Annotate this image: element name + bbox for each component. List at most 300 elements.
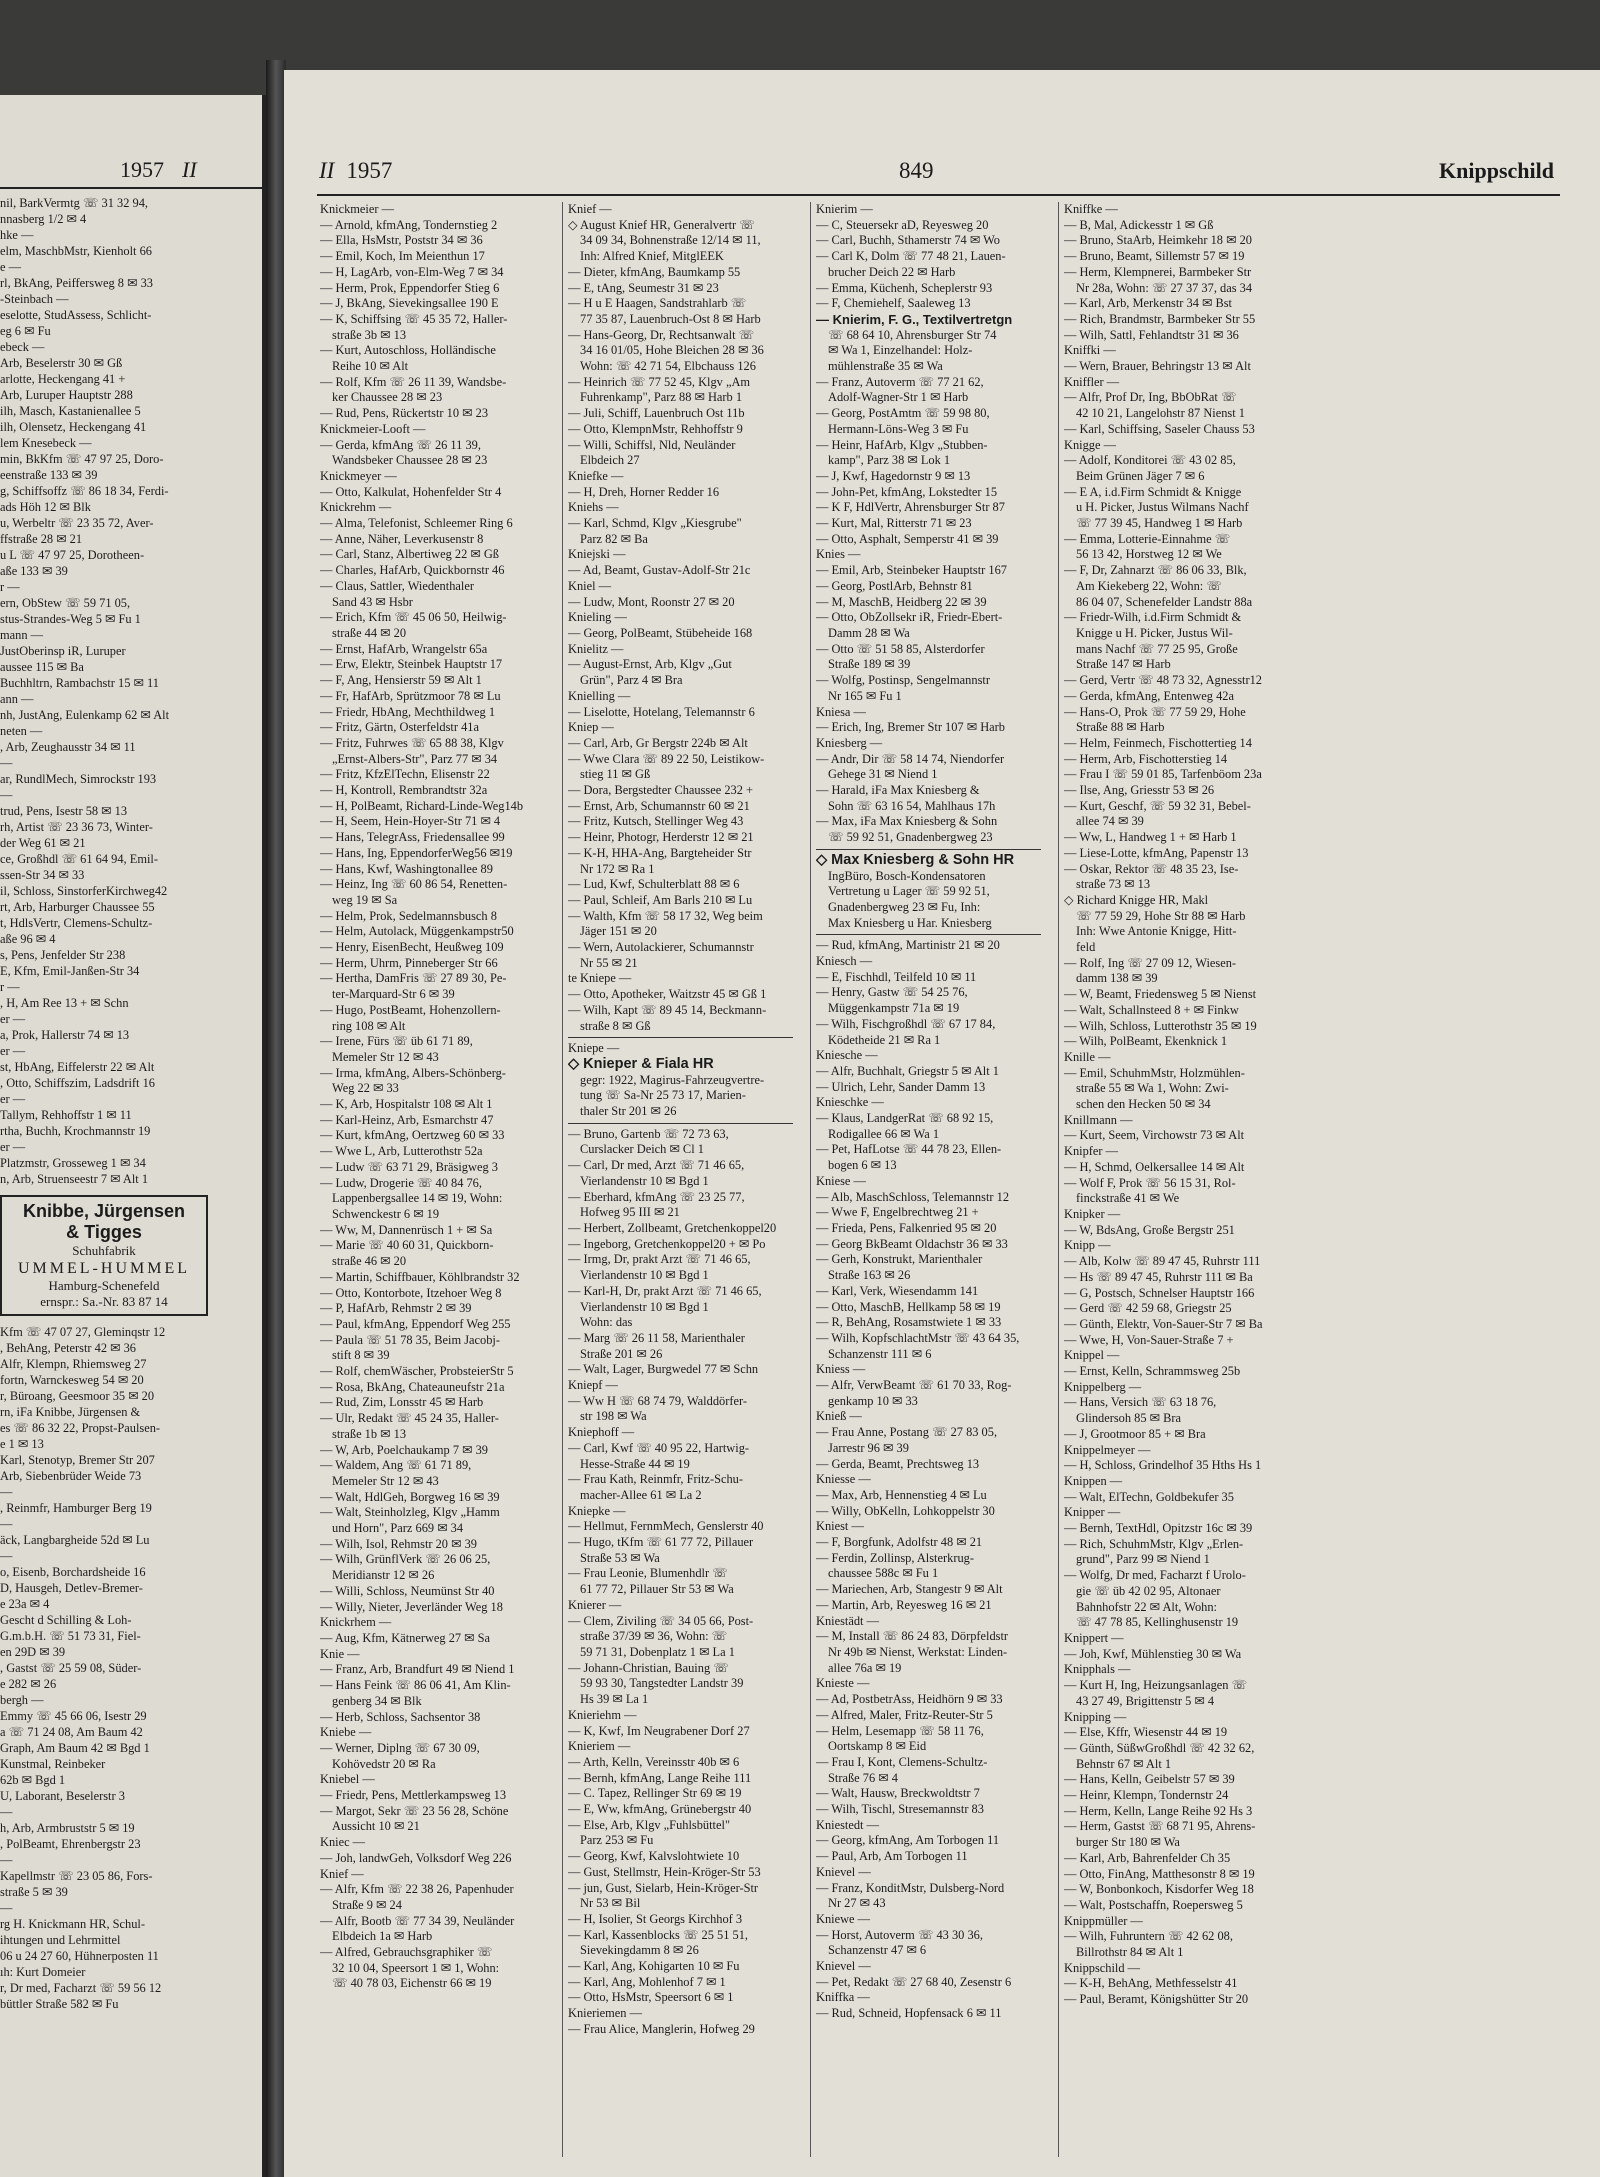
entry-continuation: bogen 6 ✉ 13 (828, 1158, 897, 1173)
entry-continuation: Sievekingdamm 8 ✉ 26 (580, 1943, 699, 1958)
directory-entry: — Fritz, Fuhrwes ☏ 65 88 38, Klgv (320, 735, 504, 750)
directory-entry: — Ella, HsMstr, Poststr 34 ✉ 36 (320, 233, 483, 248)
surname-heading: Knielitz — (568, 641, 624, 656)
directory-entry: — M, MaschB, Heidberg 22 ✉ 39 (816, 594, 987, 609)
left-page-line: e 23a ✉ 4 (0, 1597, 50, 1611)
surname-heading: Knierer — (568, 1597, 622, 1612)
directory-entry: — Heinz, Ing ☏ 60 86 54, Renetten- (320, 877, 508, 892)
entry-continuation: Jarrestr 96 ✉ 39 (828, 1440, 909, 1455)
entry-continuation: Nr 27 ✉ 43 (828, 1896, 886, 1911)
directory-entry: — Horst, Autoverm ☏ 43 30 36, (816, 1927, 983, 1942)
entry-continuation: Max Kniesberg u Har. Kniesberg (828, 915, 992, 930)
left-page-header (120, 157, 197, 183)
entry-continuation: Curslacker Deich ✉ Cl 1 (580, 1142, 704, 1157)
entry-continuation: Straße 163 ✉ 26 (828, 1268, 911, 1283)
surname-heading: Knie — (320, 1646, 360, 1661)
entry-continuation: allee 76a ✉ 19 (828, 1660, 902, 1675)
entry-continuation: 56 13 42, Horstweg 12 ✉ We (1076, 547, 1222, 562)
directory-entry: — F, Borgfunk, Adolfstr 48 ✉ 21 (816, 1535, 983, 1550)
directory-entry: — Kurt, Mal, Ritterstr 71 ✉ 23 (816, 516, 972, 531)
directory-entry: — Bernh, TextHdl, Opitzstr 16c ✉ 39 (1064, 1521, 1253, 1536)
directory-entry: — W, Bonbonkoch, Kisdorfer Weg 18 (1064, 1882, 1254, 1897)
directory-entry: — August-Ernst, Arb, Klgv „Gut (568, 657, 732, 672)
directory-entry: — Herm, Gastst ☏ 68 71 95, Ahrens- (1064, 1819, 1256, 1834)
directory-entry: — Frau I, Kont, Clemens-Schultz- (816, 1754, 988, 1769)
directory-entry: — Wilh, Schloss, Lutterothstr 35 ✉ 19 (1064, 1018, 1257, 1033)
entry-continuation: genberg 34 ✉ Blk (332, 1693, 422, 1708)
directory-entry: — Gerda, Beamt, Prechtsweg 13 (816, 1456, 980, 1471)
directory-entry: — Wilh, Tischl, Stresemannstr 83 (816, 1802, 984, 1817)
directory-entry: — Erw, Elektr, Steinbek Hauptstr 17 (320, 657, 503, 672)
directory-entry: — Marg ☏ 26 11 58, Marienthaler (568, 1330, 745, 1345)
surname-heading: Kniewe — (816, 1911, 871, 1926)
left-page-line: , H, Am Ree 13 + ✉ Schn (0, 996, 129, 1010)
directory-entry: — K F, HdlVertr, Ahrensburger Str 87 (816, 500, 1005, 515)
directory-entry: — Wwe Clara ☏ 89 22 50, Leistikow- (568, 751, 765, 766)
directory-entry: — F, Chemiehelf, Saaleweg 13 (816, 296, 971, 311)
directory-entry: — Fr, HafArb, Sprützmoor 78 ✉ Lu (320, 688, 501, 703)
entry-continuation: Elbdeich 27 (580, 453, 640, 468)
directory-entry: — Max, Arb, Hennenstieg 4 ✉ Lu (816, 1487, 987, 1502)
surname-heading: Knieschke — (816, 1095, 884, 1110)
left-page-line: — (0, 1517, 13, 1531)
directory-entry: — Wilh, Isol, Rehmstr 20 ✉ 39 (320, 1536, 477, 1551)
directory-entry: — K, Kwf, Im Neugrabener Dorf 27 (568, 1723, 750, 1738)
directory-entry: — Willy, ObKelln, Lohkoppelstr 30 (816, 1503, 995, 1518)
directory-entry: — Hugo, PostBeamt, Hohenzollern- (320, 1002, 501, 1017)
left-page-line: rtha, Buchh, Krochmannstr 19 (0, 1124, 151, 1138)
surname-heading: Kniec — (320, 1835, 366, 1850)
entry-continuation: straße 46 ✉ 20 (332, 1254, 407, 1269)
left-page-line: arlotte, Heckengang 41 + (0, 372, 126, 386)
left-page-line: er — (0, 1044, 26, 1058)
left-page-line: il, Schloss, SinstorferKirchweg42 (0, 884, 168, 898)
left-page-line: — (0, 1901, 13, 1915)
directory-entry: — Kurt, kfmAng, Oertzweg 60 ✉ 33 (320, 1128, 505, 1143)
entry-continuation: tung ☏ Sa-Nr 25 73 17, Marien- (580, 1088, 746, 1103)
surname-heading: Knippelmeyer — (1064, 1442, 1151, 1457)
directory-entry: — Henry, Gastw ☏ 54 25 76, (816, 985, 968, 1000)
directory-entry: — Hans Feink ☏ 86 06 41, Am Klin- (320, 1678, 511, 1693)
directory-entry: — F, Dr, Zahnarzt ☏ 86 06 33, Blk, (1064, 563, 1247, 578)
surname-heading: te Kniepe — (568, 971, 632, 986)
directory-entry: — H, LagArb, von-Elm-Weg 7 ✉ 34 (320, 264, 504, 279)
directory-entry: — Willy, Nieter, Jeverländer Weg 18 (320, 1599, 503, 1614)
left-page-line: g, Schiffsoffz ☏ 86 18 34, Ferdi- (0, 484, 169, 498)
surname-heading: Knievel — (816, 1959, 871, 1974)
directory-entry: — Alfr, VerwBeamt ☏ 61 70 33, Rog- (816, 1378, 1012, 1393)
entry-continuation: Sand 43 ✉ Hsbr (332, 594, 413, 609)
page-header (284, 158, 1600, 188)
left-page-line: straße 5 ✉ 39 (0, 1885, 68, 1899)
entry-continuation: gie ☏ üb 42 02 95, Altonaer (1076, 1583, 1221, 1598)
directory-entry: — Otto, Kalkulat, Hohenfelder Str 4 (320, 484, 502, 499)
directory-entry: — W, BdsAng, Große Bergstr 251 (1064, 1222, 1235, 1237)
directory-entry: — Hans-Georg, Dr, Rechtsanwalt ☏ (568, 327, 755, 342)
directory-entry: — Walt, Hausw, Breckwoldtstr 7 (816, 1786, 980, 1801)
surname-heading: Kniep — (568, 720, 614, 735)
directory-entry: — Frau Anne, Postang ☏ 27 83 05, (816, 1425, 998, 1440)
surname-heading: Kniehs — (568, 500, 619, 515)
directory-entry: — Erich, Ing, Bremer Str 107 ✉ Harb (816, 720, 1005, 735)
listing-rule (568, 1037, 793, 1038)
left-page-line: aße 96 ✉ 4 (0, 932, 56, 946)
directory-entry: — Paul, Beramt, Königshütter Str 20 (1064, 1992, 1249, 2007)
directory-entry: — Oskar, Rektor ☏ 48 35 23, Ise- (1064, 861, 1239, 876)
entry-continuation: kamp", Parz 38 ✉ Lok 1 (828, 453, 951, 468)
left-page-line: a, Prok, Hallerstr 74 ✉ 13 (0, 1028, 130, 1042)
entry-continuation: Oortskamp 8 ✉ Eid (828, 1739, 927, 1754)
entry-continuation: Nr 172 ✉ Ra 1 (580, 861, 655, 876)
directory-entry: — Hertha, DamFris ☏ 27 89 30, Pe- (320, 971, 507, 986)
entry-continuation: Inh: Wwe Antonie Knigge, Hitt- (1076, 924, 1237, 939)
directory-entry: — Georg BkBeamt Oldachstr 36 ✉ 33 (816, 1236, 1008, 1251)
left-page-line: ern, ObStew ☏ 59 71 05, (0, 596, 131, 610)
directory-entry: — Hans, Kelln, Geibelstr 57 ✉ 39 (1064, 1772, 1235, 1787)
directory-entry: — Otto, FinAng, Matthesonstr 8 ✉ 19 (1064, 1866, 1255, 1881)
directory-entry: — Paul, kfmAng, Eppendorf Weg 255 (320, 1316, 511, 1331)
directory-entry: — Marie ☏ 40 60 31, Quickborn- (320, 1238, 494, 1253)
entry-continuation: stieg 11 ✉ Gß (580, 767, 651, 782)
entry-continuation: 43 27 49, Brigittenstr 5 ✉ 4 (1076, 1693, 1215, 1708)
entry-continuation: straße 55 ✉ Wa 1, Wohn: Zwi- (1076, 1081, 1229, 1096)
directory-entry: — Herm, Uhrm, Pinneberger Str 66 (320, 955, 498, 970)
left-page-line: ffstraße 28 ✉ 21 (0, 532, 83, 546)
directory-entry: — Harald, iFa Max Kniesberg & (816, 783, 980, 798)
left-page-line: nnasberg 1/2 ✉ 4 (0, 212, 87, 226)
directory-entry: — Walt, Steinholzleg, Klgv „Hamm (320, 1505, 500, 1520)
entry-continuation: Ködetheide 21 ✉ Ra 1 (828, 1032, 941, 1047)
directory-entry: — K, Schiffsing ☏ 45 35 72, Haller- (320, 311, 508, 326)
entry-continuation: mühlenstraße 35 ✉ Wa (828, 359, 943, 374)
directory-entry: — Arnold, kfmAng, Tondernstieg 2 (320, 217, 498, 232)
surname-heading: Knippmüller — (1064, 1913, 1143, 1928)
left-page-line: rg H. Knickmann HR, Schul- (0, 1917, 146, 1931)
directory-columns (320, 202, 1560, 2162)
directory-entry: — Otto, KlempnMstr, Rehhoffstr 9 (568, 421, 743, 436)
directory-entry: — Kurt H, Ing, Heizungsanlagen ☏ (1064, 1678, 1248, 1693)
surname-heading: Kniebe — (320, 1725, 372, 1740)
entry-continuation: Sohn ☏ 63 16 54, Mahlhaus 17h (828, 798, 996, 813)
surname-heading: Knipker — (1064, 1207, 1121, 1221)
entry-continuation: burger Str 180 ✉ Wa (1076, 1835, 1180, 1850)
surname-heading: Knieriemen — (568, 2006, 642, 2021)
directory-entry: — Frieda, Pens, Falkenried 95 ✉ 20 (816, 1221, 997, 1235)
entry-continuation: straße 37/39 ✉ 36, Wohn: ☏ (580, 1629, 728, 1644)
left-page-line: er — (0, 1092, 26, 1106)
entry-continuation: Hesse-Straße 44 ✉ 19 (580, 1456, 690, 1471)
left-page-line: — (0, 1805, 13, 1819)
entry-continuation: 32 10 04, Speersort 1 ✉ 1, Wohn: (332, 1960, 500, 1975)
entry-continuation: grund", Parz 99 ✉ Niend 1 (1076, 1552, 1210, 1567)
surname-heading: Kniesche — (816, 1048, 878, 1063)
directory-entry: — Rud, Zim, Lonsstr 45 ✉ Harb (320, 1395, 484, 1410)
entry-continuation: Straße 53 ✉ Wa (580, 1550, 660, 1565)
directory-entry: — Wwe L, Arb, Lutterothstr 52a (320, 1144, 483, 1159)
surname-heading: Knierim — (816, 202, 873, 216)
directory-entry: — H, Schloss, Grindelhof 35 Hths Hs 1 (1064, 1458, 1262, 1473)
advertisement-box (0, 1195, 208, 1316)
entry-continuation: Reihe 10 ✉ Alt (332, 359, 409, 374)
directory-entry: — Ferdin, Zollinsp, Alsterkrug- (816, 1550, 974, 1565)
directory-entry: — Ernst, Arb, Schumannstr 60 ✉ 21 (568, 798, 750, 813)
left-page-line: bergh — (0, 1693, 44, 1707)
directory-entry: — Friedr, Pens, Mettlerkampsweg 13 (320, 1788, 507, 1803)
directory-entry: — Otto, Kontorbote, Itzehoer Weg 8 (320, 1285, 502, 1300)
entry-continuation: chaussee 588c ✉ Fu 1 (828, 1566, 939, 1581)
directory-entry: — Herm, Klempnerei, Barmbeker Str (1064, 264, 1252, 279)
left-page-line: u L ☏ 47 97 25, Dorotheen- (0, 548, 145, 562)
directory-entry: — Max, iFa Max Kniesberg & Sohn (816, 814, 998, 829)
left-page-line: G.m.b.H. ☏ 51 73 31, Fiel- (0, 1629, 141, 1643)
entry-continuation: Hs 39 ✉ La 1 (580, 1692, 649, 1707)
directory-entry: — Juli, Schiff, Lauenbruch Ost 11b (568, 406, 745, 421)
entry-continuation: Weg 22 ✉ 33 (332, 1081, 399, 1096)
directory-entry: — Emil, Koch, Im Meienthun 17 (320, 249, 485, 264)
directory-entry: — Franz, Arb, Brandfurt 49 ✉ Niend 1 (320, 1662, 515, 1677)
directory-entry: — Karl-H, Dr, prakt Arzt ☏ 71 46 65, (568, 1283, 762, 1298)
directory-entry: — Hugo, tKfm ☏ 61 77 72, Pillauer (568, 1535, 754, 1550)
left-page-line: r — (0, 980, 20, 994)
left-page-line: st, HbAng, Eiffelerstr 22 ✉ Alt (0, 1060, 155, 1074)
surname-heading: Kniesberg — (816, 735, 883, 750)
entry-continuation: Fuhrenkamp", Parz 88 ✉ Harb 1 (580, 390, 743, 405)
entry-continuation: Gnadenbergweg 23 ✉ Fu, Inh: (828, 899, 981, 914)
entry-continuation: gegr: 1922, Magirus-Fahrzeugvertre- (580, 1072, 765, 1087)
entry-continuation: straße 44 ✉ 20 (332, 625, 407, 640)
entry-continuation: und Horn", Parz 669 ✉ 34 (332, 1521, 464, 1536)
directory-entry: — Herb, Schloss, Sachsentor 38 (320, 1709, 481, 1724)
directory-entry: — Wilh, Fischgroßhdl ☏ 67 17 84, (816, 1016, 996, 1031)
ad-company-name-2: & Tigges (66, 1222, 142, 1242)
surname-heading: Knieß — (816, 1409, 862, 1424)
left-page-line: min, BkKfm ☏ 47 97 25, Doro- (0, 452, 164, 466)
surname-heading: Knief — (568, 202, 612, 216)
directory-entry: — Wwe, H, Von-Sauer-Straße 7 + (1064, 1332, 1234, 1347)
directory-entry: — Bruno, Gartenb ☏ 72 73 63, (568, 1126, 729, 1141)
left-page-line: -Steinbach — (0, 292, 69, 306)
ad-line-2: UMMEL-HUMMEL (18, 1260, 190, 1277)
directory-entry: — Ad, Beamt, Gustav-Adolf-Str 21c (568, 563, 751, 578)
left-page-line: 62b ✉ Bgd 1 (0, 1773, 66, 1787)
directory-entry: — Joh, landwGeh, Volksdorf Weg 226 (320, 1850, 512, 1865)
directory-entry: — Willi, Schloss, Neumünst Str 40 (320, 1583, 495, 1598)
directory-entry: — John-Pet, kfmAng, Lokstedter 15 (816, 484, 998, 499)
surname-heading: Knippert — (1064, 1630, 1124, 1645)
directory-entry: — Alma, Telefonist, Schleemer Ring 6 (320, 516, 513, 531)
directory-entry: — Alfred, Maler, Fritz-Reuter-Str 5 (816, 1707, 993, 1722)
directory-entry: — jun, Gust, Sielarb, Hein-Kröger-Str (568, 1880, 759, 1895)
entry-continuation: Adolf-Wagner-Str 1 ✉ Harb (828, 390, 969, 405)
left-page-line: Kapellmstr ☏ 23 05 86, Fors- (0, 1869, 153, 1883)
directory-entry: — Margot, Sekr ☏ 23 56 28, Schöne (320, 1803, 509, 1818)
directory-entry: — Fritz, Kutsch, Stellinger Weg 43 (568, 814, 744, 829)
entry-continuation: Straße 201 ✉ 26 (580, 1346, 663, 1361)
directory-entry: — Clem, Ziviling ☏ 34 05 66, Post- (568, 1613, 754, 1628)
surname-heading: Kniffki — (1064, 343, 1116, 358)
directory-entry: — Pet, Redakt ☏ 27 68 40, Zesenstr 6 (816, 1974, 1012, 1989)
directory-entry: — H, PolBeamt, Richard-Linde-Weg14b (320, 798, 524, 813)
left-page-line: er — (0, 1140, 26, 1154)
directory-entry: — Otto, Apotheker, Waitzstr 45 ✉ Gß 1 (568, 987, 767, 1002)
surname-heading: Kniestädt — (816, 1613, 879, 1628)
left-page-line: eselotte, StudAssess, Schlicht- (0, 308, 152, 322)
entry-continuation: ring 108 ✉ Alt (332, 1018, 406, 1033)
directory-entry: — Kurt, Geschf, ☏ 59 32 31, Bebel- (1064, 798, 1251, 813)
left-page-line: , PolBeamt, Ehrenbergstr 23 (0, 1837, 141, 1851)
directory-entry: — B, Mal, Adickesstr 1 ✉ Gß (1064, 217, 1214, 232)
directory-entry: — Alfr, Buchhalt, Griegstr 5 ✉ Alt 1 (816, 1063, 999, 1078)
directory-entry: — Georg, PolBeamt, Stübeheide 168 (568, 625, 753, 640)
directory-entry: — Erich, Kfm ☏ 45 06 50, Heilwig- (320, 610, 507, 625)
directory-entry: — Heinrich ☏ 77 52 45, Klgv „Am (568, 374, 751, 389)
directory-entry: — Irmg, Dr, prakt Arzt ☏ 71 46 65, (568, 1252, 751, 1267)
entry-continuation: Meridianstr 12 ✉ 26 (332, 1568, 435, 1583)
entry-continuation: Vierlandenstr 10 ✉ Bgd 1 (580, 1173, 709, 1188)
left-page-line: trud, Pens, Isestr 58 ✉ 13 (0, 804, 128, 818)
entry-continuation: Vertretung u Lager ☏ 59 92 51, (828, 884, 990, 899)
surname-heading: Knieste — (816, 1676, 870, 1691)
surname-heading: Kniesse — (816, 1472, 871, 1487)
listing-rule (816, 934, 1041, 935)
directory-entry-bold: — Knierim, F. G., Textilvertretgn (816, 311, 1013, 327)
surname-heading: Knippen — (1064, 1473, 1123, 1488)
directory-entry: — Rolf, chemWäscher, ProbsteierStr 5 (320, 1364, 514, 1379)
entry-continuation: IngBüro, Bosch-Kondensatoren (828, 868, 986, 883)
entry-continuation: Schwenckestr 6 ✉ 19 (332, 1207, 440, 1221)
directory-entry: — Bruno, StaArb, Heimkehr 18 ✉ 20 (1064, 233, 1252, 248)
left-page-line: nil, BarkVermtg ☏ 31 32 94, (0, 196, 148, 210)
left-page-entries-bottom (0, 1324, 258, 2012)
left-page-line: Tallym, Rehhoffstr 1 ✉ 11 (0, 1108, 132, 1122)
directory-entry: — Alfred, Gebrauchsgraphiker ☏ (320, 1945, 493, 1960)
left-page-line: rl, BkAng, Peiffersweg 8 ✉ 33 (0, 276, 153, 290)
left-page-line: u, Werbeltr ☏ 23 35 72, Aver- (0, 516, 154, 530)
directory-entry: — Walt, HdlGeh, Borgweg 16 ✉ 39 (320, 1489, 500, 1504)
left-page-line: , Gastst ☏ 25 59 08, Süder- (0, 1661, 142, 1675)
surname-heading: Kniejski — (568, 547, 626, 562)
surname-heading: Kniess — (816, 1362, 866, 1377)
directory-entry: — K, Arb, Hospitalstr 108 ✉ Alt 1 (320, 1097, 493, 1112)
entry-continuation: ☏ 68 64 10, Ahrensburger Str 74 (828, 327, 997, 342)
directory-entry: — Heinr, Photogr, Herderstr 12 ✉ 21 (568, 830, 754, 845)
left-page-column (0, 195, 258, 2012)
left-page-line: — (0, 1485, 13, 1499)
entry-continuation: Rodigallee 66 ✉ Wa 1 (828, 1126, 940, 1141)
entry-continuation: Glindersoh 85 ✉ Bra (1076, 1411, 1182, 1426)
surname-heading: Knickmeier-Looft — (320, 421, 426, 436)
directory-entry: — C. Tapez, Rellinger Str 69 ✉ 19 (568, 1786, 742, 1801)
entry-continuation: Damm 28 ✉ Wa (828, 625, 910, 640)
entry-continuation: Gehege 31 ✉ Niend 1 (828, 767, 938, 782)
left-page-line: , Arb, Zeughausstr 34 ✉ 11 (0, 740, 136, 754)
directory-entry: — Hans, Kwf, Washingtonallee 89 (320, 861, 493, 876)
directory-entry: — Wilh, Fuhruntern ☏ 42 62 08, (1064, 1929, 1233, 1944)
entry-continuation: Straße 76 ✉ 4 (828, 1770, 898, 1785)
directory-entry: — Ernst, Kelln, Schrammsweg 25b (1064, 1364, 1241, 1379)
surname-heading: Knievel — (816, 1864, 871, 1879)
entry-continuation: finckstraße 41 ✉ We (1076, 1191, 1180, 1206)
directory-column-1 (320, 202, 552, 1992)
directory-column-3 (816, 202, 1048, 2022)
directory-entry: — E, tAng, Seumestr 31 ✉ 23 (568, 280, 719, 295)
surname-heading: Kniffka — (816, 1990, 870, 2005)
entry-continuation: Kohövedstr 20 ✉ Ra (332, 1756, 436, 1771)
left-page-line: e 1 ✉ 13 (0, 1437, 44, 1451)
left-page-line: äck, Langbargheide 52d ✉ Lu (0, 1533, 150, 1547)
left-page-line: s, Pens, Jenfelder Str 238 (0, 948, 126, 962)
left-page-line: r, Büroang, Geesmoor 35 ✉ 20 (0, 1389, 155, 1403)
directory-entry: — Gerd, Vertr ☏ 48 73 32, Agnesstr12 (1064, 673, 1263, 688)
entry-continuation: feld (1076, 940, 1096, 955)
surname-heading: Knillmann — (1064, 1112, 1133, 1127)
left-page-line: — (0, 756, 13, 770)
directory-entry: — Martin, Schiffbauer, Köhlbrandstr 32 (320, 1269, 520, 1284)
directory-entry: — Hans, Versich ☏ 63 18 76, (1064, 1395, 1217, 1410)
entry-continuation: Elbdeich 1a ✉ Harb (332, 1929, 433, 1944)
directory-entry: — Carl, Stanz, Albertiweg 22 ✉ Gß (320, 547, 500, 562)
directory-entry: ◇ August Knief HR, Generalvertr ☏ (568, 217, 755, 232)
directory-entry: — Joh, Kwf, Mühlenstieg 30 ✉ Wa (1064, 1646, 1242, 1661)
ad-line-3: Hamburg-Schenefeld (48, 1278, 160, 1293)
entry-continuation: 59 71 31, Dobenplatz 1 ✉ La 1 (580, 1644, 735, 1659)
left-page-entries-top (0, 195, 258, 1187)
left-page-line: Buchhltrn, Rambachstr 15 ✉ 11 (0, 676, 159, 690)
directory-entry: — Karl, Verk, Wiesendamm 141 (816, 1283, 979, 1298)
entry-continuation: straße 3b ✉ 13 (332, 327, 407, 342)
entry-continuation: Wandsbeker Chaussee 28 ✉ 23 (332, 453, 488, 468)
directory-entry: — Walt, Lager, Burgwedel 77 ✉ Schn (568, 1362, 759, 1377)
entry-continuation: allee 74 ✉ 39 (1076, 814, 1144, 829)
entry-continuation: Vierlandenstr 10 ✉ Bgd 1 (580, 1299, 709, 1314)
entry-continuation: Bahnhofstr 22 ✉ Alt, Wohn: (1076, 1599, 1217, 1614)
surname-heading: Knippschild — (1064, 1960, 1141, 1975)
directory-entry: — Wern, Autolackierer, Schumannstr (568, 940, 754, 955)
directory-entry: — Ad, PostbetrAss, Heidhörn 9 ✉ 33 (816, 1692, 1003, 1707)
directory-entry: — Paula ☏ 51 78 35, Beim Jacobj- (320, 1332, 500, 1347)
directory-entry: — P, HafArb, Rehmstr 2 ✉ 39 (320, 1301, 472, 1316)
directory-entry: — J, Grootmoor 85 + ✉ Bra (1064, 1426, 1206, 1441)
directory-entry: — Andr, Dir ☏ 58 14 74, Niendorfer (816, 751, 1005, 766)
left-page-year: 1957 (120, 157, 164, 182)
directory-entry: — Helm, Lesemapp ☏ 58 11 76, (816, 1723, 984, 1738)
entry-continuation: weg 19 ✉ Sa (332, 892, 398, 907)
directory-entry: — Fritz, KfzElTechn, Elisenstr 22 (320, 767, 490, 782)
directory-entry: — Rud, kfmAng, Martinistr 21 ✉ 20 (816, 938, 1000, 953)
entry-continuation: ☏ 77 39 45, Handweg 1 ✉ Harb (1076, 516, 1243, 531)
directory-entry: — Karl, Arb, Bahrenfelder Ch 35 (1064, 1850, 1231, 1865)
left-page-line: rt, Arb, Harburger Chaussee 55 (0, 900, 155, 914)
directory-column-4 (1064, 202, 1296, 2008)
directory-entry: — E, Fischhdl, Teilfeld 10 ✉ 11 (816, 969, 977, 984)
entry-continuation: Nr 55 ✉ 21 (580, 955, 638, 970)
directory-entry: — Ulrich, Lehr, Sander Damm 13 (816, 1079, 986, 1094)
directory-entry: — Rolf, Kfm ☏ 26 11 39, Wandsbe- (320, 374, 507, 389)
surname-heading: Knigge — (1064, 437, 1116, 452)
directory-entry: — Ingeborg, Gretchenkoppel20 + ✉ Po (568, 1236, 766, 1251)
directory-entry: — Rich, SchuhmMstr, Klgv „Erlen- (1064, 1536, 1244, 1551)
directory-entry: — H, Seem, Hein-Hoyer-Str 71 ✉ 4 (320, 814, 501, 829)
left-page-line: r — (0, 580, 20, 594)
directory-entry: — Ulr, Redakt ☏ 45 24 35, Haller- (320, 1411, 499, 1426)
entry-continuation: Nr 28a, Wohn: ☏ 27 37 37, das 34 (1076, 280, 1253, 295)
left-page-line: a ☏ 71 24 08, Am Baum 42 (0, 1725, 143, 1739)
directory-entry: — Claus, Sattler, Wiedenthaler (320, 578, 474, 593)
directory-entry: — Rolf, Ing ☏ 27 09 12, Wiesen- (1064, 955, 1237, 970)
ad-company-name-1: Knibbe, Jürgensen (22, 1201, 186, 1221)
directory-entry: — Wilh, GrünflVerk ☏ 26 06 25, (320, 1552, 491, 1567)
surname-heading: Kniefke — (568, 468, 624, 483)
